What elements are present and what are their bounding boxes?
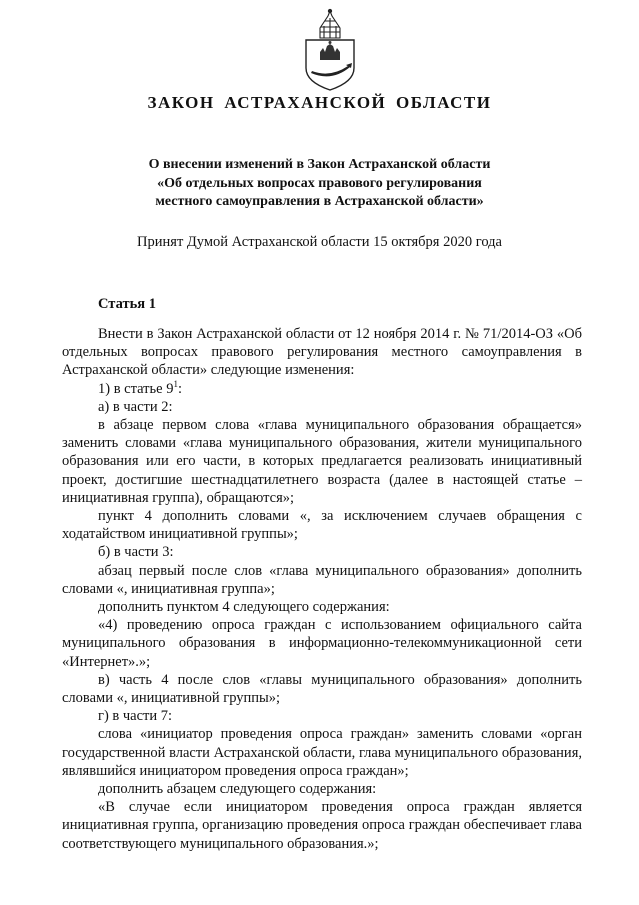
law-title: ЗАКОН АСТРАХАНСКОЙ ОБЛАСТИ <box>147 93 492 112</box>
paragraph: дополнить абзацем следующего содержания: <box>98 781 377 798</box>
paragraph: в) часть 4 после слов «главы муниципального образования» дополнить словами «, инициативной группы»; <box>62 671 582 707</box>
paragraph: пункт 4 дополнить словами «, за исключением случаев обращения с ходатайством инициативной группы»; <box>62 508 582 543</box>
paragraph: Внести в Закон Астраханской области от 12 ноября 2014 г. № 71/2014-ОЗ «Об отдельных вопросах правового регулирования местного самоуправления в Астраханской области» следующие изменения: <box>62 326 582 379</box>
paragraph: дополнить пунктом 4 следующего содержания: <box>98 599 390 616</box>
paragraph: г) в части 7: <box>98 708 173 725</box>
paragraph: а) в части 2: <box>98 398 173 415</box>
article-body <box>62 325 582 853</box>
subject-line: О внесении изменений в Закон Астраханской области <box>148 157 491 172</box>
paragraph: «В случае если инициатором проведения опроса граждан является инициативная группа, организацию проведения опроса граждан обеспечивает глава соответствующего муниципального образования.»; <box>62 799 582 852</box>
adoption-statement: Принят Думой Астраханской области 15 октября 2020 года <box>137 234 502 250</box>
paragraph-text: : <box>177 380 182 397</box>
paragraph <box>62 380 582 398</box>
superscript: 1 <box>173 378 178 389</box>
paragraph-text: 1) в статье 9 <box>98 380 174 397</box>
paragraph: б) в части 3: <box>98 544 174 561</box>
subject-line: «Об отдельных вопросах правового регулирования <box>157 175 482 191</box>
paragraph: слова «инициатор проведения опроса граждан» заменить словами «орган государственной власти Астраханской области, глава муниципального образования, являвшийся инициатором проведения опроса граждан»; <box>62 726 582 779</box>
subject-line: местного самоуправления в Астраханской области» <box>155 194 484 209</box>
paragraph: «4) проведению опроса граждан с использованием официального сайта муниципального образования в информационно-телекоммуникационной сети «Интернет».»; <box>62 617 582 670</box>
astrakhan-coat-of-arms-icon <box>298 8 362 92</box>
article-heading: Статья 1 <box>98 296 156 312</box>
paragraph: абзац первый после слов «глава муниципального образования» дополнить словами «, инициативная группа»; <box>62 562 582 597</box>
law-subject <box>60 156 579 212</box>
paragraph: в абзаце первом слова «глава муниципального образования обращается» заменить словами «глава муниципального образования, жители муниципального образования или его части, в которых предлагается реализовать инициативный проект, достигшие шестнадцатилетнего возраста (далее в настоящей статье – инициативная группа), обращаются»; <box>62 417 582 506</box>
